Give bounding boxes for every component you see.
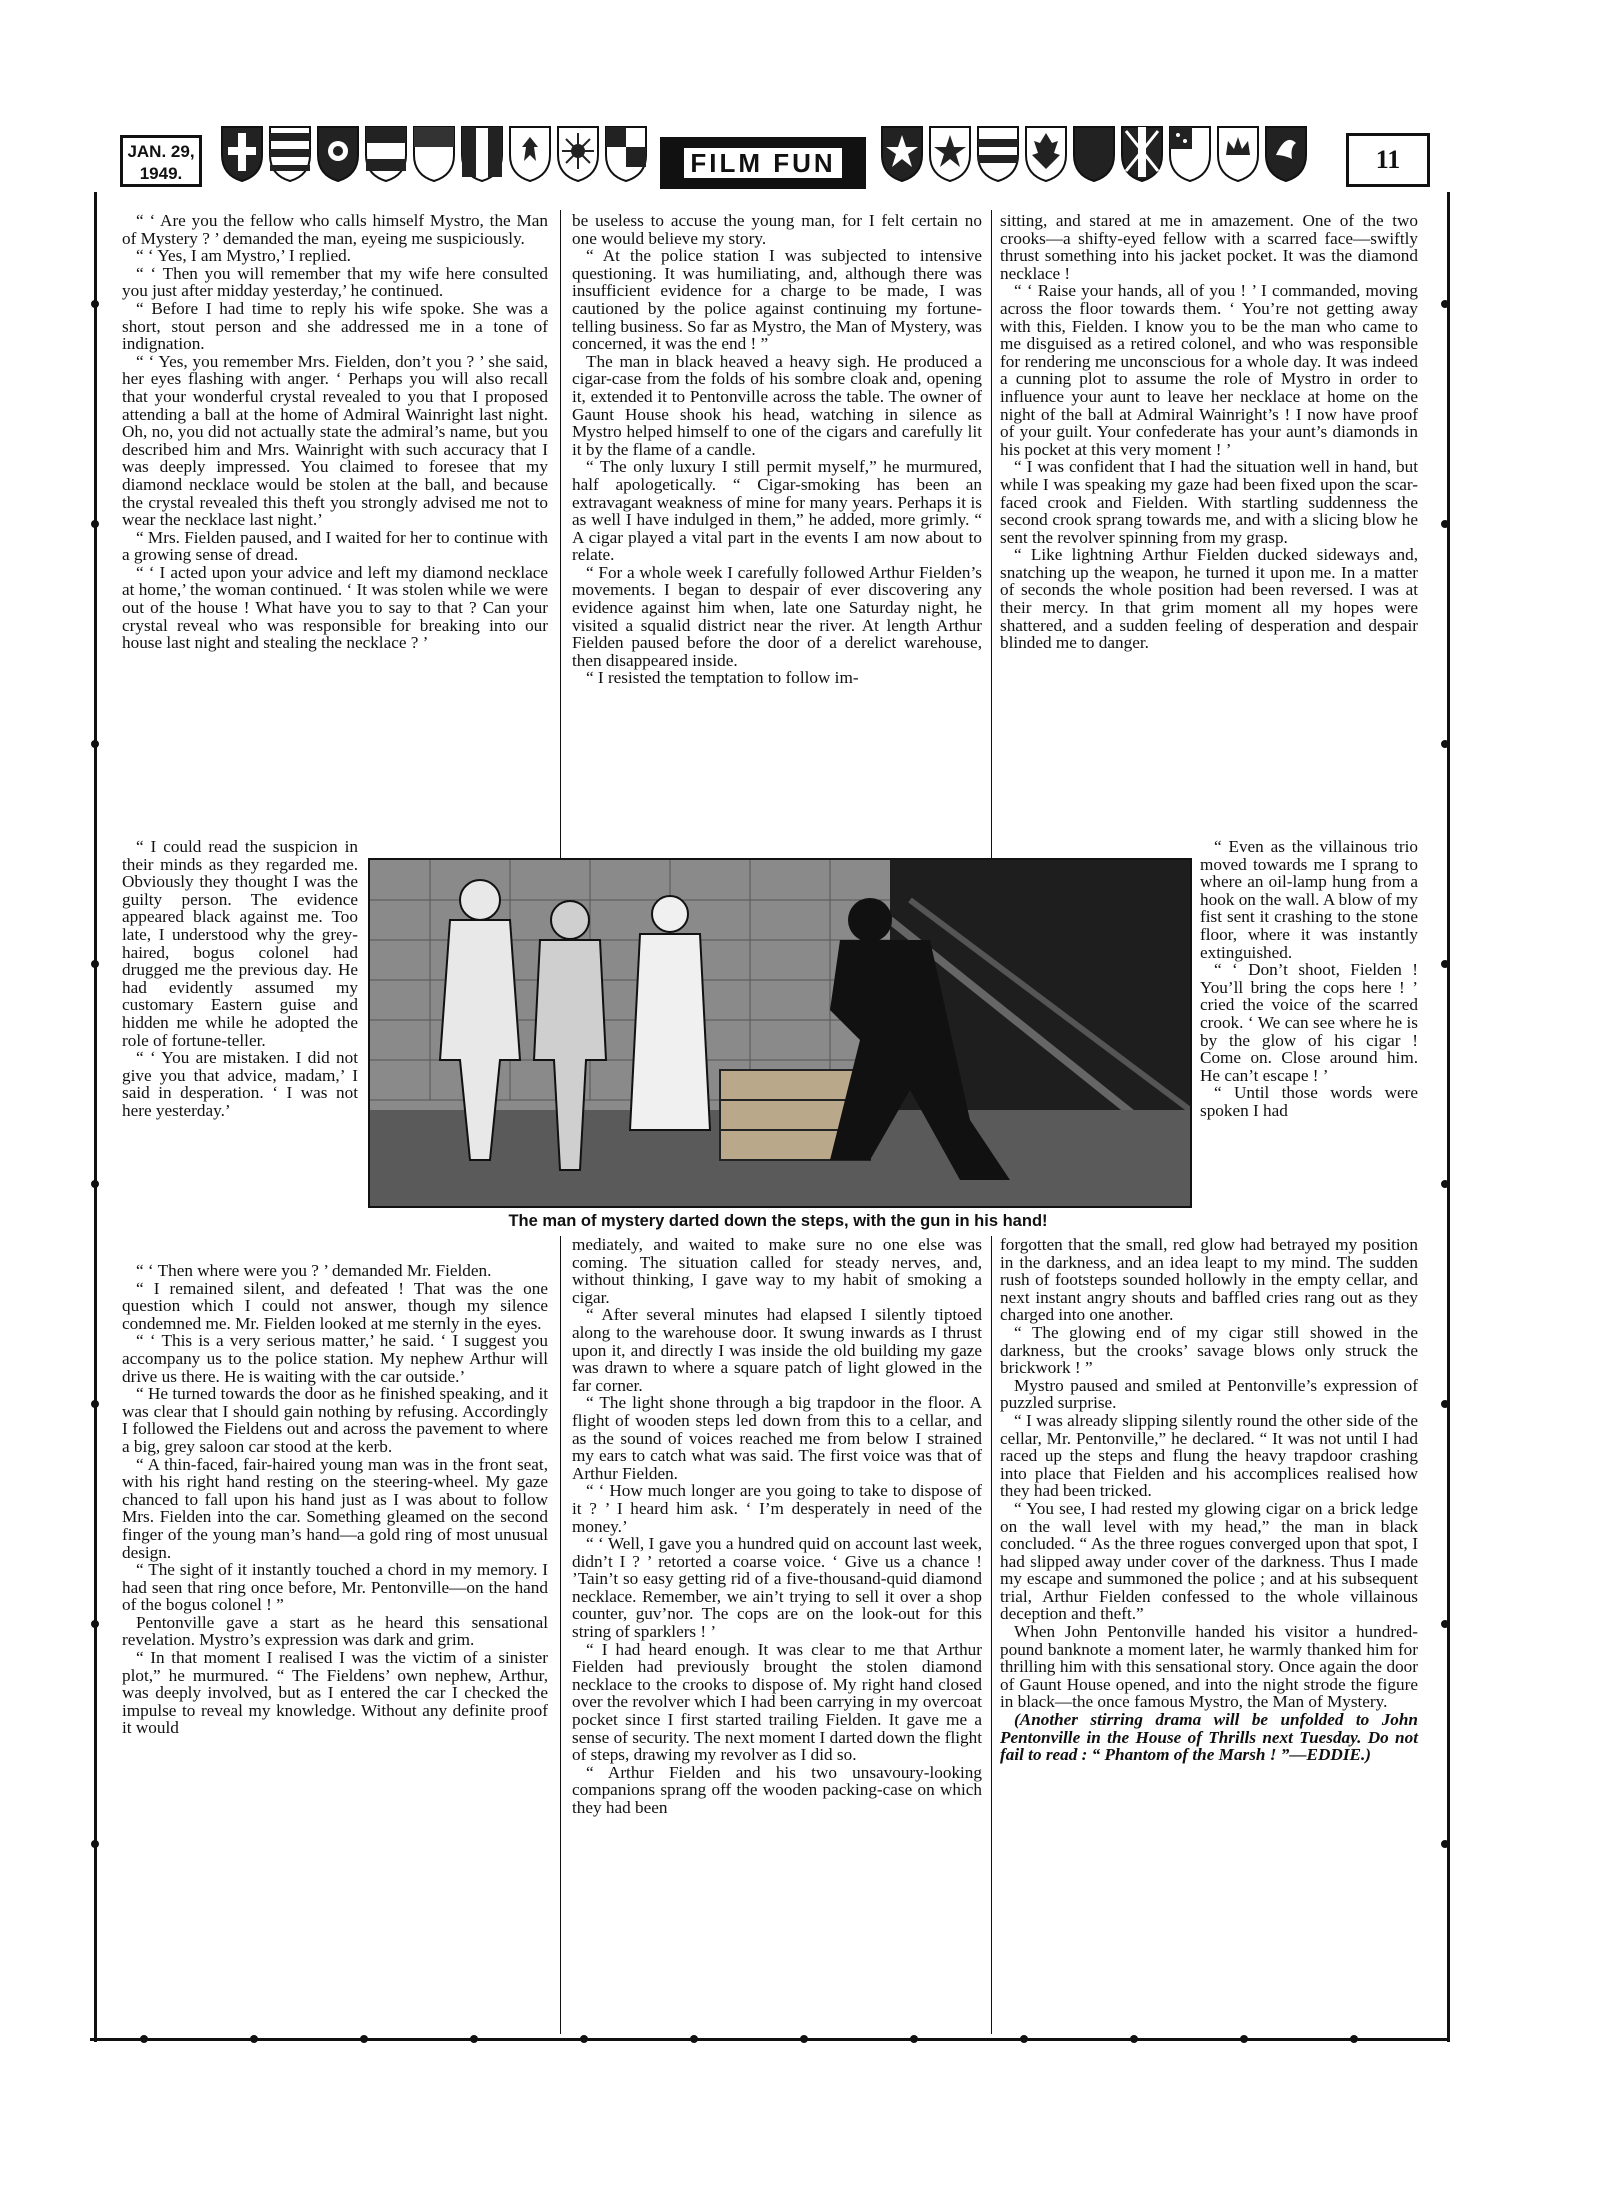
column-1-upper xyxy=(122,212,548,652)
paragraph: “ The only luxury I still permit myself,” he murmured, half apologetically. “ Cigar-smoking has been an extravagant weakness of mine for many years. Perhaps it is as well I have indulged in them,” he added, more grimly. “ A cigar played a vital part in the events I am now about to relate. xyxy=(572,457,982,565)
paragraph: “ ‘ I acted upon your advice and left my diamond necklace at home,’ the woman continued. ‘ It was stolen while we were out of the house ! What have you to say to that ? Can your crystal reveal who was responsible for breaking into our house last night and stealing the necklace ? ’ xyxy=(122,562,548,653)
paragraph: “ You see, I had rested my glowing cigar on a brick ledge on the wall level with my head,” the man in black concluded. “ As the three rogues converged upon that spot, I had slipped away under cover of the darkness. Thus I made my escape and summoned the police ; and at his subsequent trial, Arthur Fielden confessed to the whole villainous deception and theft.” xyxy=(1000,1498,1418,1624)
shield-plain-icon xyxy=(1072,125,1116,183)
paragraph: “ Arthur Fielden and his two unsavoury-looking companions sprang off the wooden packing-case on which they had been xyxy=(572,1762,982,1817)
border-bead xyxy=(800,2035,808,2043)
paragraph: “ I resisted the temptation to follow im- xyxy=(586,668,859,688)
border-bead xyxy=(91,740,99,748)
border-bead xyxy=(91,300,99,308)
paragraph: “ I had heard enough. It was clear to me that Arthur Fielden had previously brought the stolen diamond necklace to the crooks to dispose of. My right hand closed over the revolver which I had been carrying in my overcoat pocket since I first started trailing Fielden. It gave me a sense of security. The next moment I darted down the flight of steps, drawing my revolver as I did so. xyxy=(572,1639,982,1765)
border-bead xyxy=(580,2035,588,2043)
paragraph: sitting, and stared at me in amazement. One of the two crooks—a shifty-eyed fellow with a scarred face—swiftly thrust something into his jacket pocket. It was the diamond necklace ! xyxy=(1000,211,1418,283)
column-1-lower xyxy=(122,1262,548,1737)
paragraph: “ I could read the suspicion in their minds as they regarded me. Obviously they thought I was the guilty person. The evidence appeared black against me. Too late, I understood why the grey-haired, bogus colonel had drugged me the previous day. He had evidently assumed my customary Eastern guise and hidden me while he adopted the role of fortune-teller. xyxy=(122,837,358,1050)
paragraph: When John Pentonville handed his visitor a hundred-pound banknote a moment later, he warmly thanked him for thrilling him with this sensational story. Once again the door of Gaunt House opened, and into the night strode the figure in black—the once famous Mystro, the Man of Mystery. xyxy=(1000,1622,1418,1712)
border-bead xyxy=(1441,1840,1449,1848)
shield-crown-icon xyxy=(1216,125,1260,183)
flag-shields-left xyxy=(220,125,648,195)
paragraph: Pentonville gave a start as he heard this sensational revelation. Mystro’s expression was dark and grim. xyxy=(122,1612,548,1650)
issue-date-line1: JAN. 29, xyxy=(127,142,195,161)
paragraph: “ Before I had time to reply his wife spoke. She was a short, stout person and she addressed me in a tone of indignation. xyxy=(122,298,548,354)
paragraph: “ The sight of it instantly touched a chord in my memory. I had seen that ring once before, Mr. Pentonville—on the hand of the bogus colonel ! ” xyxy=(122,1560,548,1615)
paragraph: “ At the police station I was subjected to intensive questioning. It was humiliating, and, although there was insufficient evidence for a charge to be made, I was cautioned by the police against continuing my fortune-telling business. So far as Mystro, the Man of Mystery, was concerned, it was the end ! ” xyxy=(572,246,982,354)
border-bead xyxy=(910,2035,918,2043)
border-bead xyxy=(250,2035,258,2043)
column-3-narrow xyxy=(1200,838,1418,1120)
border-bead xyxy=(91,1400,99,1408)
border-bead xyxy=(1441,1620,1449,1628)
shield-stars-icon xyxy=(1168,125,1212,183)
paragraph: “ ‘ You are mistaken. I did not give you that advice, madam,’ I said in desperation. ‘ I was not here yesterday.’ xyxy=(122,1048,358,1120)
paragraph: “ ‘ Then where were you ? ’ demanded Mr. Fielden. xyxy=(136,1261,492,1280)
shield-leaf-icon xyxy=(1024,125,1068,183)
shield-stripes-icon xyxy=(268,125,312,183)
border-bead xyxy=(140,2035,148,2043)
border-bead xyxy=(91,520,99,528)
shield-stripes-icon xyxy=(976,125,1020,183)
paragraph: “ ‘ How much longer are you going to take to dispose of it ? ’ I heard him ask. ‘ I’m desperately in need of the money.’ xyxy=(572,1481,982,1536)
border-bead xyxy=(91,1180,99,1188)
shield-star-icon xyxy=(928,125,972,183)
paragraph: “ ‘ Yes, I am Mystro,’ I replied. xyxy=(136,246,351,266)
border-bead xyxy=(470,2035,478,2043)
paragraph: “ For a whole week I carefully followed Arthur Fielden’s movements. I began to despair of ever discovering any evidence against him when, late one Saturday night, he visited a squalid district near the river. At length Arthur Fielden paused before the door of a derelict warehouse, then disappeared inside. xyxy=(572,562,982,670)
issue-date xyxy=(120,135,202,187)
paragraph: “ ‘ This is a very serious matter,’ he said. ‘ I suggest you accompany us to the police station. My nephew Arthur will drive us there. He is waiting with the car outside.’ xyxy=(122,1331,548,1386)
border-bead xyxy=(1441,1180,1449,1188)
column-rule xyxy=(991,210,992,858)
paragraph: “ I was already slipping silently round the other side of the cellar, Mr. Pentonville,” he declared. “ It was not until I had raced up the steps and flung the heavy trapdoor crashing into place that Fielden and his accomplices realised how they had been tricked. xyxy=(1000,1410,1418,1501)
column-2-lower xyxy=(572,1236,982,1817)
paragraph: Mystro paused and smiled at Pentonville’s expression of puzzled surprise. xyxy=(1000,1375,1418,1413)
border-bead xyxy=(1441,520,1449,528)
shield-sun-icon xyxy=(556,125,600,183)
shield-cross-icon xyxy=(220,125,264,183)
masthead xyxy=(120,125,1430,195)
border-bead xyxy=(690,2035,698,2043)
paragraph: “ ‘ Then you will remember that my wife here consulted you just after midday yesterday,’ he continued. xyxy=(122,263,548,301)
paragraph: “ ‘ Don’t shoot, Fielden ! You’ll bring the cops here ! ’ cried the voice of the scarred crook. ‘ We can see where he is by the glow of his cigar ! Come on. Close around him. He can’t escape ! ’ xyxy=(1200,960,1418,1085)
paragraph: be useless to accuse the young man, for I felt certain no one would believe my story. xyxy=(572,211,982,248)
border-bead xyxy=(1240,2035,1248,2043)
paragraph: “ Even as the villainous trio moved towards me I sprang to where an oil-lamp hung from a hook on the wall. A blow of my fist sent it crashing to the stone floor, where it was instantly extinguished. xyxy=(1200,837,1418,962)
paragraph: “ The light shone through a big trapdoor in the floor. A flight of wooden steps led down from this to a cellar, and as the sound of voices reached me from below I strained my ears to catch what was said. The first voice was that of Arthur Fielden. xyxy=(572,1393,982,1483)
flag-shields-right xyxy=(880,125,1308,195)
magazine-title-text: FILM FUN xyxy=(684,148,841,178)
border-bead xyxy=(1350,2035,1358,2043)
column-3-lower xyxy=(1000,1236,1418,1764)
paragraph: “ A thin-faced, fair-haired young man was in the front seat, with his right hand resting on the steering-wheel. My gaze chanced to fall upon his hand just as I was about to follow Mrs. Fielden into the car. Something gleamed on the second finger of the young man’s hand—a gold ring of most unusual design. xyxy=(122,1454,548,1562)
shield-emblem-icon xyxy=(316,125,360,183)
paragraph: The man in black heaved a heavy sigh. He produced a cigar-case from the folds of his sombre cloak and, opening it, extended it to Pentonville across the table. The owner of Gaunt House shook his head, watching in silence as Mystro helped himself to one of the cigars and carefully lit it by the flame of a candle. xyxy=(572,351,982,459)
border-bead xyxy=(1020,2035,1028,2043)
paragraph: “ ‘ Well, I gave you a hundred quid on account last week, didn’t I ? ’ retorted a coarse voice. ‘ Give us a chance ! ’Tain’t so easy getting rid of a five-thousand-quid diamond necklace. Remember, we ain’t trying to sell it over a shop counter, guv’nor. The cops are on the look-out for this string of sparklers ! ’ xyxy=(572,1534,982,1642)
paragraph: “ I was confident that I had the situation well in hand, but while I was speaking my gaze had been fixed upon the scar-faced crook and Fielden. With startling suddenness the second crook sprang towards me, and with a slicing blow he sent the revolver spinning from my grasp. xyxy=(1000,457,1418,547)
paragraph: “ Mrs. Fielden paused, and I waited for her to continue with a growing sense of dread. xyxy=(122,527,548,565)
column-rule xyxy=(991,1236,992,2034)
border-bead xyxy=(1441,740,1449,748)
border-bead xyxy=(1441,1400,1449,1408)
shield-eagle-icon xyxy=(508,125,552,183)
paragraph: “ Like lightning Arthur Fielden ducked sideways and, snatching up the weapon, he turned it upon me. In a matter of seconds the whole position had been reversed. I was at their mercy. In that grim moment all my hopes were shattered, and a sudden feeling of desperation and despair blinded me to danger. xyxy=(1000,545,1418,653)
column-2-upper xyxy=(572,212,982,687)
paragraph: “ ‘ Are you the fellow who calls himself Mystro, the Man of Mystery ? ’ demanded the man, eyeing me suspiciously. xyxy=(122,211,548,248)
paragraph: “ ‘ Raise your hands, all of you ! ’ I commanded, moving across the floor towards them. ‘ You’re not getting away with this, Fielden. I know you to be the man who came to me disguised as a retired colonel, and who was responsible for rendering me unconscious for a whole day. It was indeed a cunning plot to assume the role of Mystro in order to influence your aunt to leave her necklace at home on the night of the ball at Admiral Wainright’s ! I now have proof of your guilt. Your confederate has your aunt’s diamonds in his pocket at this very moment ! ’ xyxy=(1000,281,1418,459)
shield-check-icon xyxy=(604,125,648,183)
border-bead xyxy=(1130,2035,1138,2043)
paragraph: “ The glowing end of my cigar still showed in the darkness, but the crooks’ savage blows only struck the brickwork ! ” xyxy=(1000,1322,1418,1378)
border-bead xyxy=(1441,960,1449,968)
cellar-scene-illustration xyxy=(370,860,1190,1206)
column-3-upper xyxy=(1000,212,1418,652)
next-week-notice: (Another stirring drama will be unfolded to John Pentonville in the House of Thrills next Tuesday. Do not fail to read : “ Phantom of the Marsh ! ”—EDDIE.) xyxy=(1000,1710,1418,1765)
story-illustration xyxy=(368,858,1192,1208)
paragraph: “ ‘ Yes, you remember Mrs. Fielden, don’t you ? ’ she said, her eyes flashing with anger. ‘ Perhaps you will also recall that your wonderful crystal revealed to you that I proposed attending a ball at the home of Admiral Wainright last night. Oh, no, you did not actually state the admiral’s name, but you described him and Mrs. Wainright with such accuracy that I was deeply impressed. You claimed to foresee that my diamond necklace would be stolen at the ball, and because the crystal revealed this theft you strongly advised me not to wear the necklace last night.’ xyxy=(122,351,548,530)
paragraph: “ After several minutes had elapsed I silently tiptoed along to the warehouse door. It swung inwards as I thrust upon it, and directly I was inside the old building my gaze was drawn to where a square patch of light glowed in the far corner. xyxy=(572,1305,982,1395)
magazine-title xyxy=(660,137,866,189)
paragraph: “ He turned towards the door as he finished speaking, and it was clear that I should gain nothing by refusing. Accordingly I followed the Fieldens out and across the pavement to where a big, grey saloon car stood at the kerb. xyxy=(122,1384,548,1456)
column-rule xyxy=(560,210,561,858)
shield-union-icon xyxy=(1120,125,1164,183)
column-1-narrow xyxy=(122,838,358,1120)
paragraph: “ In that moment I realised I was the victim of a sinister plot,” he murmured. “ The Fieldens’ own nephew, Arthur, was deeply involved, but as I entered the car I checked the impulse to reveal my knowledge. Without any definite proof it would xyxy=(122,1648,548,1738)
paragraph: “ I remained silent, and defeated ! That was the one question which I could not answer, though my silence condemned me. Mr. Fielden looked at me sternly in the eyes. xyxy=(122,1278,548,1333)
border-bead xyxy=(91,1620,99,1628)
column-rule xyxy=(560,1236,561,2034)
shield-vertical-icon xyxy=(460,125,504,183)
illustration-caption: The man of mystery darted down the steps, with the gun in his hand! xyxy=(508,1212,1048,1230)
issue-date-line2: 1949. xyxy=(139,164,183,183)
shield-plain-icon xyxy=(412,125,456,183)
shield-bands-icon xyxy=(364,125,408,183)
border-bead xyxy=(91,960,99,968)
shield-bird-icon xyxy=(1264,125,1308,183)
paragraph: mediately, and waited to make sure no one else was coming. The situation called for steady nerves, and, without thinking, I gave way to my habit of smoking a cigar. xyxy=(572,1235,982,1307)
border-bead xyxy=(91,1840,99,1848)
paragraph: “ Until those words were spoken I had xyxy=(1200,1083,1418,1120)
border-bead xyxy=(360,2035,368,2043)
border-bead xyxy=(1441,300,1449,308)
page-number: 11 xyxy=(1346,133,1430,187)
paragraph: forgotten that the small, red glow had betrayed my position in the darkness, and an idea leapt to my mind. The sudden rush of footsteps sounded hollowly in the empty cellar, and next instant angry shouts and baffled cries rang out as they charged into one another. xyxy=(1000,1235,1418,1325)
shield-star-icon xyxy=(880,125,924,183)
